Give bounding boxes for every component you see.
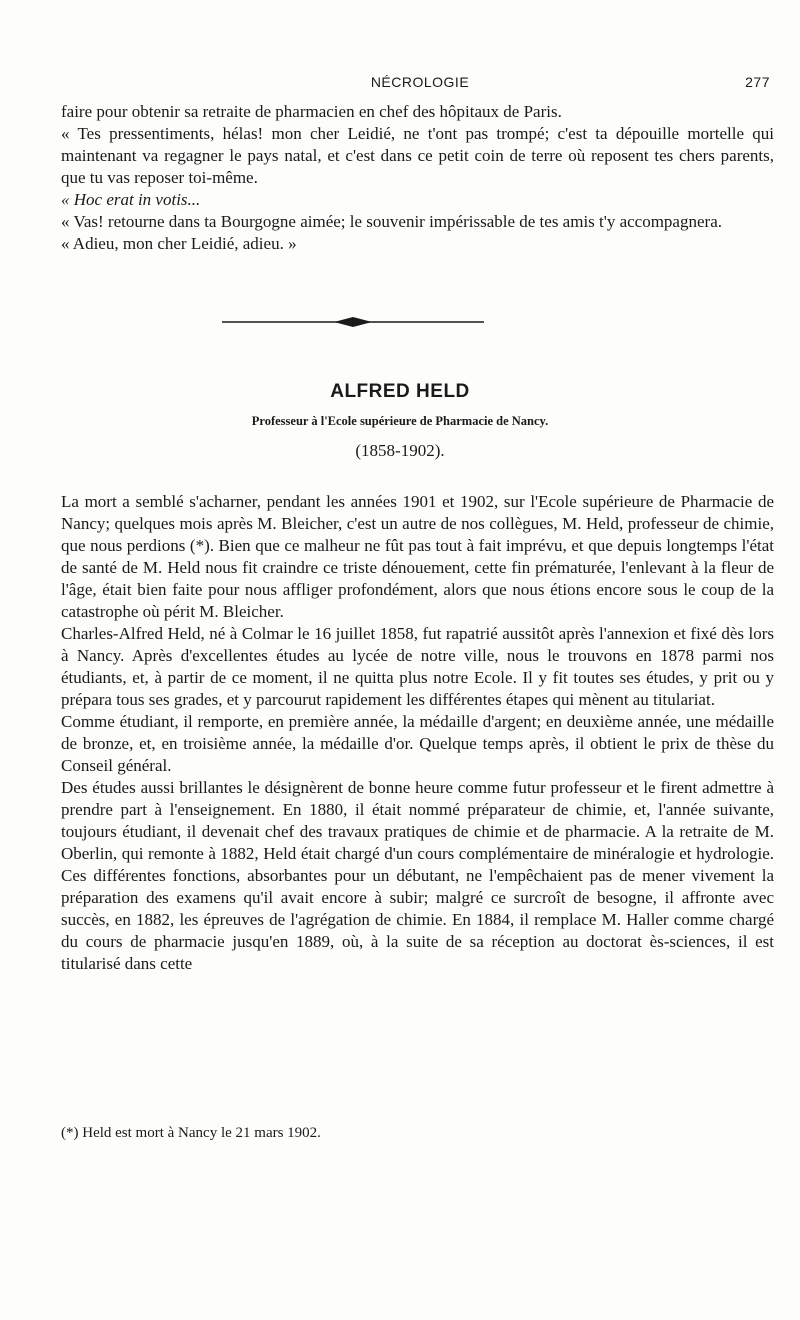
paragraph: Des études aussi brillantes le désignèrent de bonne heure comme futur professeur et le firent admettre à prendre part à l'enseignement. En 1880, il était nommé préparateur de chimie, et, l'année suivante, toujours étudiant, il devenait chef des travaux pratiques de chimie et de pharmacie. A la retraite de M. Oberlin, qui remonte à 1882, Held était chargé d'un cours complémentaire de minéralogie et hydrologie. Ces différentes fonctions, absorbantes pour un débutant, ne l'empêchaient pas de mener vivement la préparation des examens qu'il avait encore à subir; malgré ce surcroît de besogne, il affronte avec succès, en 1882, les épreuves de l'agrégation de chimie. En 1884, il remplace M. Haller comme chargé du cours de pharmacie jusqu'en 1889, où, à la suite de sa réception au doctorat ès-sciences, il est titularisé dans cette (61, 778, 774, 973)
paragraph: « Tes pressentiments, hélas! mon cher Leidié, ne t'ont pas trompé; c'est ta dépouille mortelle qui maintenant va regagner le pays natal, et c'est dans ce petit coin de terre où reposent tes chers parents, que tu vas reposer toi-même. (61, 124, 774, 187)
paragraph: « Adieu, mon cher Leidié, adieu. » (61, 234, 297, 253)
running-head-title: NÉCROLOGIE (370, 74, 470, 90)
paragraph: faire pour obtenir sa retraite de pharmacien en chef des hôpitaux de Paris. (61, 102, 562, 121)
paragraph: Comme étudiant, il remporte, en première année, la médaille d'argent; en deuxième année, une médaille de bronze, et, en troisième année, la médaille d'or. Quelque temps après, il obtient le prix de thèse du Conseil général. (61, 712, 774, 775)
divider-ornament (222, 312, 484, 332)
obituary-dates: (1858-1902). (355, 441, 445, 460)
page-number: 277 (745, 74, 770, 90)
footnote: (*) Held est mort à Nancy le 21 mars 1902. (61, 1125, 321, 1141)
paragraph: « Vas! retourne dans ta Bourgogne aimée; le souvenir impérissable de tes amis t'y accompagnera. (61, 212, 722, 231)
paragraph: Charles-Alfred Held, né à Colmar le 16 juillet 1858, fut rapatrié aussitôt après l'annexion et fixé dès lors à Nancy. Après d'excellentes études au lycée de notre ville, nous le trouvons en 1878 parmi nos étudiants, et, à partir de ce moment, il ne quitta plus notre Ecole. Il y fit toutes ses études, y prit ou y prépara tous ses grades, et y parcourut rapidement les différentes étapes qui mènent au titulariat. (61, 624, 774, 709)
paragraph: La mort a semblé s'acharner, pendant les années 1901 et 1902, sur l'Ecole supérieure de Pharmacie de Nancy; quelques mois après M. Bleicher, c'est un autre de nos collègues, M. Held, professeur de chimie, que nous perdions (*). Bien que ce malheur ne fût pas tout à fait imprévu, et que depuis longtemps l'état de santé de M. Held nous fit craindre ce triste dénouement, cette fin prématurée, l'enlevant à la fleur de l'âge, était bien faite pour nous affliger profondément, alors que nous étions encore sous le coup de la catastrophe où périt M. Bleicher. (61, 492, 774, 621)
paragraph: « Hoc erat in votis... (61, 190, 201, 209)
obituary-body (61, 491, 774, 975)
obituary-name: ALFRED HELD (330, 381, 470, 402)
obituary-position: Professeur à l'Ecole supérieure de Pharmacie de Nancy. (251, 414, 549, 428)
previous-obituary-ending (61, 101, 774, 255)
